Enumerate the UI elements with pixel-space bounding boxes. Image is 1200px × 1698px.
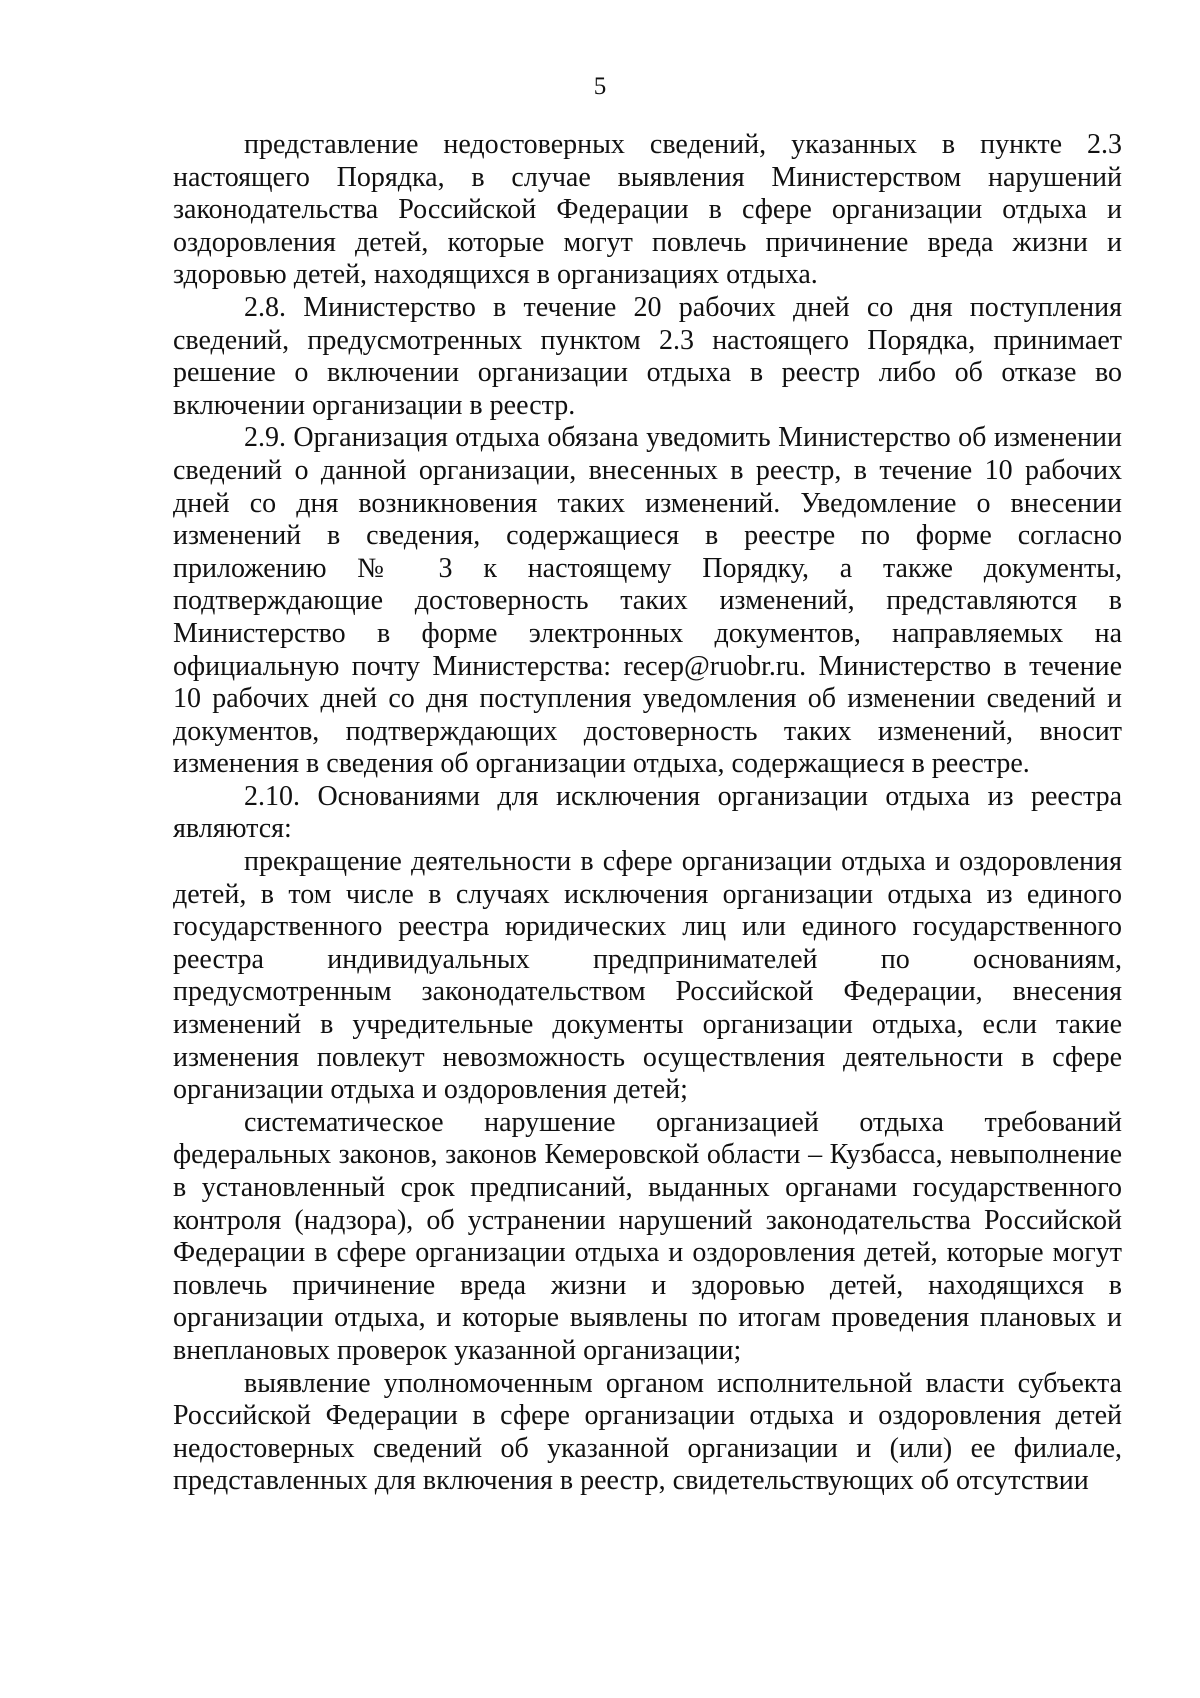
- paragraph-termination: прекращение деятельности в сфере организации отдыха и оздоровления детей, в том числе в случаях исключения организации отдыха из единого государственного реестра юридических лиц или единого государственного реестра индивидуальных предпринимателей по основаниям, предусмотренным законодательством Российской Федерации, внесения изменений в учредительные документы организации отдыха, если такие изменения повлекут невозможность осуществления деятельности в сфере организации отдыха и оздоровления детей;: [173, 846, 1122, 1106]
- page-number: 5: [593, 73, 607, 100]
- paragraph-2-8: 2.8. Министерство в течение 20 рабочих дней со дня поступления сведений, предусмотренных пунктом 2.3 настоящего Порядка, принимает решение о включении организации отдыха в реестр либо об отказе во включении организации в реестр.: [173, 291, 1122, 421]
- paragraph-false-info: представление недостоверных сведений, указанных в пункте 2.3 настоящего Порядка, в случае выявления Министерством нарушений законодательства Российской Федерации в сфере организации отдыха и оздоровления детей, которые могут повлечь причинение вреда жизни и здоровью детей, находящихся в организациях отдыха.: [173, 129, 1122, 291]
- document-body: [173, 129, 1122, 1498]
- paragraph-violations: систематическое нарушение организацией отдыха требований федеральных законов, законов Кемеровской области – Кузбасса, невыполнение в установленный срок предписаний, выданных органами государственного контроля (надзора), об устранении нарушений законодательства Российской Федерации в сфере организации отдыха и оздоровления детей, которые могут повлечь причинение вреда жизни и здоровью детей, находящихся в организации отдыха, и которые выявлены по итогам проведения плановых и внеплановых проверок указанной организации;: [173, 1106, 1122, 1366]
- paragraph-unreliable-info: выявление уполномоченным органом исполнительной власти субъекта Российской Федерации в сфере организации отдыха и оздоровления детей недостоверных сведений об указанной организации и (или) ее филиале, представленных для включения в реестр, свидетельствующих об отсутствии: [173, 1367, 1122, 1497]
- paragraph-2-9: 2.9. Организация отдыха обязана уведомить Министерство об изменении сведений о данной организации, внесенных в реестр, в течение 10 рабочих дней со дня возникновения таких изменений. Уведомление о внесении изменений в сведения, содержащиеся в реестре по форме согласно приложению № 3 к настоящему Порядку, а также документы, подтверждающие достоверность таких изменений, представляются в Министерство в форме электронных документов, направляемых на официальную почту Министерства: recep@ruobr.ru. Министерство в течение 10 рабочих дней со дня поступления уведомления об изменении сведений и документов, подтверждающих достоверность таких изменений, вносит изменения в сведения об организации отдыха, содержащиеся в реестре.: [173, 422, 1122, 780]
- paragraph-2-10: 2.10. Основаниями для исключения организации отдыха из реестра являются:: [173, 780, 1122, 845]
